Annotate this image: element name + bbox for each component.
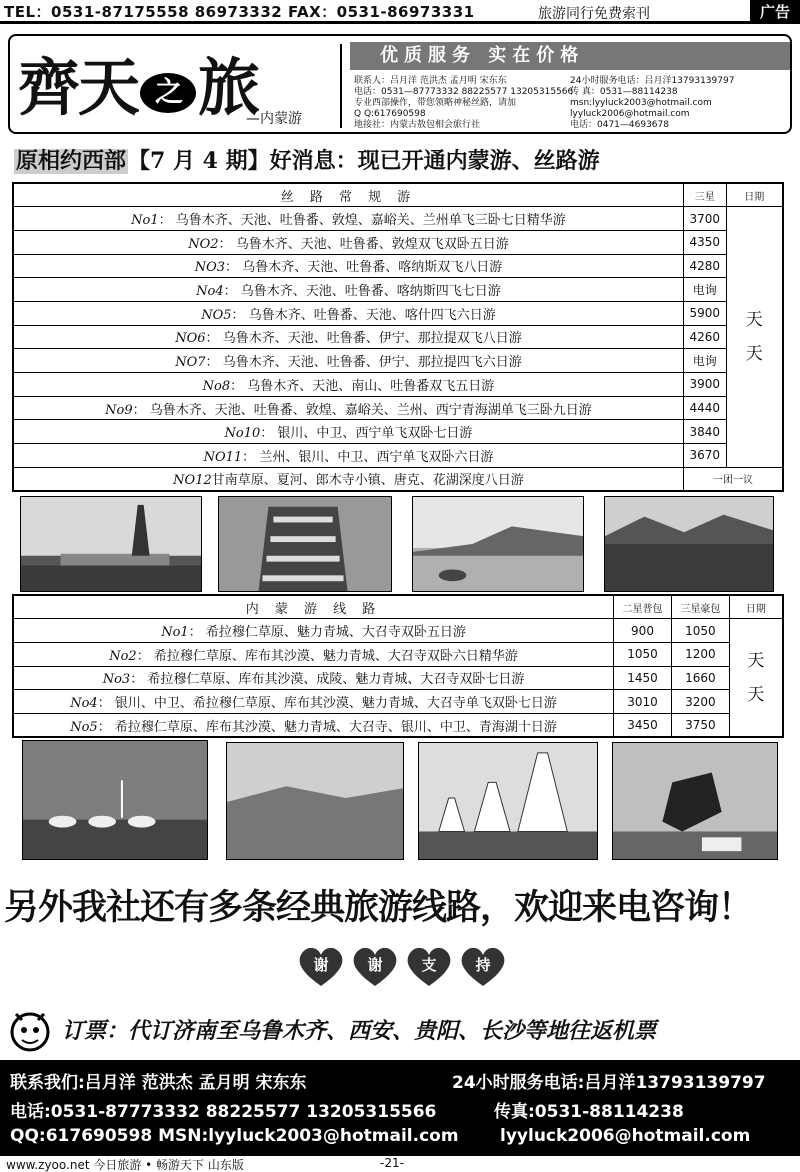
footer-phone: 电话:0531-87773332 88225577 13205315566 <box>10 1102 437 1122</box>
table-header <box>13 183 783 207</box>
route-cell: No9： 乌鲁木齐、天池、吐鲁番、敦煌、嘉峪关、兰州、西宁青海湖单飞三卧九日游 <box>13 396 683 420</box>
price-cell: 4260 <box>683 325 726 349</box>
table-row <box>13 396 783 420</box>
price-cell: 4280 <box>683 254 726 278</box>
price-three-star: 1050 <box>671 619 729 643</box>
service-slogan: 优质服务 实在价格 <box>350 42 790 70</box>
table-row <box>13 230 783 254</box>
cartoon-face-icon <box>6 1006 54 1054</box>
footer-hotline: 24小时服务电话:吕月洋13793139797 <box>452 1073 766 1093</box>
route-cell: No4： 银川、中卫、希拉穆仁草原、库布其沙漠、魅力青城、大召寺单飞双卧七日游 <box>13 690 614 714</box>
col-date: 日期 <box>726 183 783 207</box>
lake-photo <box>604 496 774 592</box>
daily-departure: 天 天 <box>729 619 783 737</box>
contact-footer <box>0 1060 800 1156</box>
horse-statue-photo <box>612 742 778 860</box>
route-cell: No5： 希拉穆仁草原、库布其沙漠、魅力青城、大召寺、银川、中卫、青海湖十日游 <box>13 713 614 737</box>
heart-badge: 支 <box>404 944 454 988</box>
price-cell: 3700 <box>683 207 726 231</box>
col-three-star: 三星豪包 <box>671 595 729 619</box>
ticket-banner <box>6 1002 796 1058</box>
table-row <box>13 666 783 690</box>
route-cell: NO7： 乌鲁木齐、天池、吐鲁番、伊宁、那拉提四飞六日游 <box>13 349 683 373</box>
desert-ruins-photo <box>412 496 584 592</box>
inner-mongolia-table <box>12 594 784 738</box>
table-row <box>13 325 783 349</box>
logo-subtitle: —内蒙游 <box>246 111 302 127</box>
price-cell: 4350 <box>683 230 726 254</box>
page-footer <box>0 1156 800 1172</box>
route-cell: NO6： 乌鲁木齐、天池、吐鲁番、伊宁、那拉提双飞八日游 <box>13 325 683 349</box>
headline-news: 好消息：现已开通内蒙游、丝路游 <box>269 149 600 174</box>
headline <box>14 144 600 175</box>
pagoda-photo <box>20 496 202 592</box>
table-row <box>13 278 783 302</box>
table-row <box>13 254 783 278</box>
yurt-grassland-photo <box>22 740 208 860</box>
stupas-photo <box>418 742 598 860</box>
price-two-star: 3010 <box>614 690 672 714</box>
price-two-star: 1050 <box>614 642 672 666</box>
footer-fax: 传真:0531-88114238 <box>494 1102 684 1122</box>
grotto-photo <box>218 496 392 592</box>
thanks-hearts <box>296 944 508 988</box>
col-two-star: 二星普包 <box>614 595 672 619</box>
site-credit: www.zyoo.net 今日旅游 • 畅游天下 山东版 <box>6 1158 244 1172</box>
route-cell: NO12甘南草原、夏河、郎木寺小镇、唐克、花湖深度八日游 <box>13 467 683 491</box>
price-cell: 3840 <box>683 420 726 444</box>
route-cell: NO3： 乌鲁木齐、天池、吐鲁番、喀纳斯双飞八日游 <box>13 254 683 278</box>
route-cell: No4： 乌鲁木齐、天池、吐鲁番、喀纳斯四飞七日游 <box>13 278 683 302</box>
price-cell: 4440 <box>683 396 726 420</box>
footer-email: lyyluck2006@hotmail.com <box>500 1126 751 1146</box>
table-row <box>13 349 783 373</box>
table-header <box>13 595 783 619</box>
price-three-star: 1660 <box>671 666 729 690</box>
agency-header <box>8 34 792 134</box>
top-contact: TEL：0531-87175558 86973332 FAX：0531-86973331 <box>4 3 475 21</box>
route-cell: No3： 希拉穆仁草原、库布其沙漠、成陵、魅力青城、大召寺双卧七日游 <box>13 666 614 690</box>
price-cell: 3670 <box>683 444 726 468</box>
col-date: 日期 <box>729 595 783 619</box>
route-cell: NO5： 乌鲁木齐、吐鲁番、天池、喀什四飞六日游 <box>13 301 683 325</box>
ticket-text: 订票：代订济南至乌鲁木齐、西安、贵阳、长沙等地往返机票 <box>62 1019 657 1044</box>
footer-qq-msn: QQ:617690598 MSN:lyyluck2003@hotmail.com <box>10 1126 459 1146</box>
price-cell: 3900 <box>683 373 726 397</box>
price-three-star: 3750 <box>671 713 729 737</box>
group-note: 一团一议 <box>683 467 783 491</box>
price-cell: 电询 <box>683 278 726 302</box>
route-cell: No8： 乌鲁木齐、天池、南山、吐鲁番双飞五日游 <box>13 373 683 397</box>
price-cell: 5900 <box>683 301 726 325</box>
top-bar <box>0 0 800 24</box>
route-cell: No10： 银川、中卫、西宁单飞双卧七日游 <box>13 420 683 444</box>
table-row <box>13 713 783 737</box>
silk-road-table <box>12 182 784 492</box>
header-info-right: 24小时服务电话：吕月洋13793139797 传 真：0531—88114238 msn:lyyluck2003@hotmail.com lyyluck2006@hotmail.com 电话：0471—4693678 <box>570 76 735 130</box>
price-two-star: 900 <box>614 619 672 643</box>
table-row <box>13 207 783 231</box>
table-row <box>13 444 783 468</box>
ad-badge: 广告 <box>750 0 800 24</box>
silk-table-title: 丝 路 常 规 游 <box>13 183 683 207</box>
route-cell: No2： 希拉穆仁草原、库布其沙漠、魅力青城、大召寺双卧六日精华游 <box>13 642 614 666</box>
price-three-star: 3200 <box>671 690 729 714</box>
price-three-star: 1200 <box>671 642 729 666</box>
table-row <box>13 420 783 444</box>
table-row <box>13 301 783 325</box>
price-two-star: 3450 <box>614 713 672 737</box>
route-cell: NO11： 兰州、银川、中卫、西宁单飞双卧六日游 <box>13 444 683 468</box>
footer-contacts: 联系我们:吕月洋 范洪杰 孟月明 宋东东 <box>10 1073 307 1093</box>
route-cell: No1： 希拉穆仁草原、魅力青城、大召寺双卧五日游 <box>13 619 614 643</box>
header-divider <box>340 44 342 128</box>
heart-badge: 持 <box>458 944 508 988</box>
col-price: 三星 <box>683 183 726 207</box>
header-info-left: 联系人：吕月洋 范洪杰 孟月明 宋东东 电话：0531—87773332 88225577 13205315566 专业西部操作，带您领略神秘丝路，请加 Q Q:617690598 地接社：内蒙古敖包相会旅行社 <box>354 76 574 130</box>
page-number: -21- <box>380 1156 404 1170</box>
table-row <box>13 619 783 643</box>
sand-dunes-photo <box>226 742 404 860</box>
closing-message: 另外我社还有多条经典旅游线路，欢迎来电咨询！ <box>4 888 753 928</box>
table-row <box>13 642 783 666</box>
table-row <box>13 373 783 397</box>
headline-issue: 【7 月 4 期】 <box>128 148 270 174</box>
table-row <box>13 467 783 491</box>
table-row <box>13 690 783 714</box>
route-cell: NO2： 乌鲁木齐、天池、吐鲁番、敦煌双飞双卧五日游 <box>13 230 683 254</box>
daily-departure: 天 天 <box>726 207 783 468</box>
route-cell: No1： 乌鲁木齐、天池、吐鲁番、敦煌、嘉峪关、兰州单飞三卧七日精华游 <box>13 207 683 231</box>
headline-brand: 原相约西部 <box>16 149 127 174</box>
mongolia-table-title: 内 蒙 游 线 路 <box>13 595 614 619</box>
heart-badge: 谢 <box>296 944 346 988</box>
heart-badge: 谢 <box>350 944 400 988</box>
top-slogan: 旅游同行免费索刊 <box>538 6 650 22</box>
price-two-star: 1450 <box>614 666 672 690</box>
price-cell: 电询 <box>683 349 726 373</box>
agency-logo: 齊天 之 旅 <box>18 51 259 124</box>
